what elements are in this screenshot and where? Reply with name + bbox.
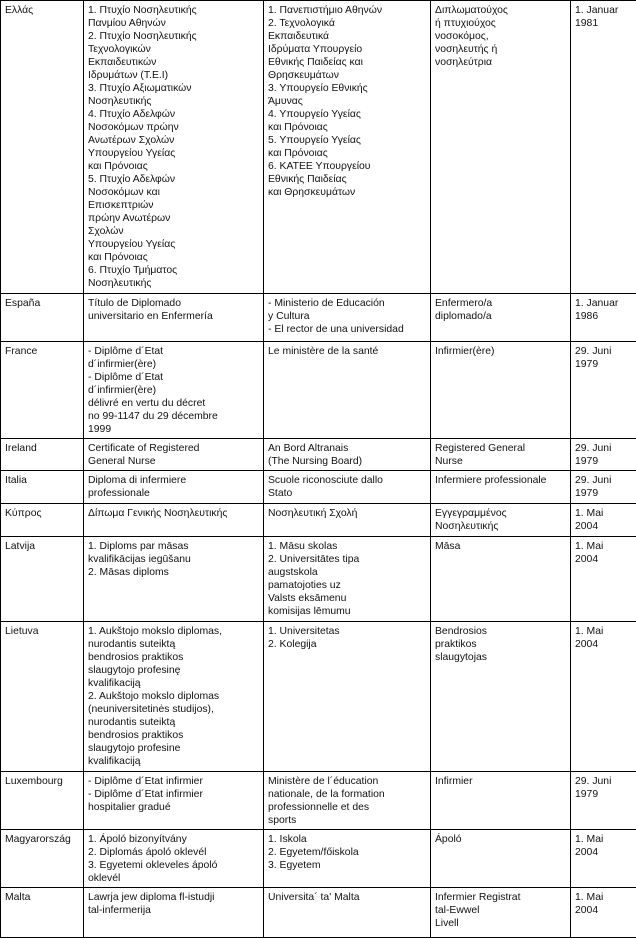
professional-title-line: Infirmier xyxy=(435,775,566,788)
reference-date-line: 1979 xyxy=(575,358,632,371)
professional-title-line: tal-Ewwel xyxy=(435,904,566,917)
professional-title-line: Livell xyxy=(435,917,566,930)
reference-date-line: 1979 xyxy=(575,487,632,500)
diploma-line: oklevél xyxy=(88,872,259,885)
professional-title-line: ή πτυχιούχος xyxy=(435,17,566,30)
professional-title-cell xyxy=(431,1,571,294)
diploma-line: 2. Diplomás ápoló oklevél xyxy=(88,846,259,859)
table-row xyxy=(1,830,636,888)
awarding-body-line: 2. Egyetem/főiskola xyxy=(268,846,426,859)
reference-date-line: 2004 xyxy=(575,520,632,533)
awarding-body-line: 3. Υπουργείο Εθνικής xyxy=(268,82,426,95)
diploma-line: hospitalier gradué xyxy=(88,801,259,814)
professional-title-line: Ápoló xyxy=(435,833,566,846)
awarding-body-line: Le ministère de la santé xyxy=(268,345,426,358)
professional-title-line: Infermier Registrat xyxy=(435,891,566,904)
diploma-line: Certificate of Registered xyxy=(88,442,259,455)
professional-title-line: Διπλωματούχος xyxy=(435,4,566,17)
diploma-line: - Diplôme d´Etat infirmier xyxy=(88,775,259,788)
table-row xyxy=(1,772,636,830)
reference-date-line: 2004 xyxy=(575,553,632,566)
professional-title-cell xyxy=(431,830,571,888)
diploma-line: Τεχνολογικών xyxy=(88,43,259,56)
diploma-line: Υπουργείου Υγείας xyxy=(88,238,259,251)
diploma-line: Νοσηλευτικής xyxy=(88,277,259,290)
table-row xyxy=(1,622,636,772)
table-body xyxy=(1,1,636,938)
reference-date-cell xyxy=(571,830,636,888)
awarding-body-line: 1. Iskola xyxy=(268,833,426,846)
awarding-body-line: 2. Kolegija xyxy=(268,638,426,651)
professional-title-line: Νοσηλευτικής xyxy=(435,520,566,533)
table-row xyxy=(1,471,636,504)
diploma-line: Νοσηλευτικής xyxy=(88,95,259,108)
awarding-body-line: Valsts eksāmenu xyxy=(268,592,426,605)
reference-date-line: 29. Juni xyxy=(575,775,632,788)
diploma-cell xyxy=(84,1,264,294)
awarding-body-line: 5. Υπουργείο Υγείας xyxy=(268,134,426,147)
country-name: Luxembourg xyxy=(5,775,79,788)
diploma-line: 1999 xyxy=(88,423,259,436)
awarding-body-cell xyxy=(264,471,431,504)
country-name: Latvija xyxy=(5,540,79,553)
country-cell xyxy=(1,294,84,342)
table-row xyxy=(1,294,636,342)
reference-date-line: 1. Mai xyxy=(575,625,632,638)
diploma-line: Νοσοκόμων πρώην xyxy=(88,121,259,134)
country-cell xyxy=(1,439,84,471)
diploma-line: Ανωτέρων Σχολών xyxy=(88,134,259,147)
diploma-line: Σχολών xyxy=(88,225,259,238)
diploma-line: Título de Diplomado xyxy=(88,297,259,310)
country-cell xyxy=(1,537,84,622)
awarding-body-cell xyxy=(264,439,431,471)
awarding-body-line: nationale, de la formation xyxy=(268,788,426,801)
awarding-body-cell xyxy=(264,772,431,830)
diploma-line: Νοσοκόμων και xyxy=(88,186,259,199)
reference-date-cell xyxy=(571,342,636,439)
diploma-line: Εκπαιδευτικών xyxy=(88,56,259,69)
reference-date-line: 2004 xyxy=(575,638,632,651)
professional-title-line: Māsa xyxy=(435,540,566,553)
reference-date-line: 1. Mai xyxy=(575,540,632,553)
diploma-line: kvalifikaciją xyxy=(88,677,259,690)
diploma-line: kvalifikaciją xyxy=(88,755,259,768)
reference-date-cell xyxy=(571,1,636,294)
awarding-body-line: και Πρόνοιας xyxy=(268,121,426,134)
diploma-line: slaugytojo profesinę xyxy=(88,664,259,677)
diploma-line: και Πρόνοιας xyxy=(88,251,259,264)
awarding-body-line: pamatojoties uz xyxy=(268,579,426,592)
diploma-line: Δίπωμα Γενικής Νοσηλευτικής xyxy=(88,507,259,520)
awarding-body-line: professionnelle et des xyxy=(268,801,426,814)
country-name: Ελλάς xyxy=(5,4,79,17)
table-row xyxy=(1,1,636,294)
reference-date-cell xyxy=(571,439,636,471)
diploma-cell xyxy=(84,537,264,622)
awarding-body-line: Θρησκευμάτων xyxy=(268,69,426,82)
country-name: Malta xyxy=(5,891,79,904)
diploma-line: tal-infermerija xyxy=(88,904,259,917)
diploma-line: 5. Πτυχίο Αδελφών xyxy=(88,173,259,186)
professional-title-line: νοσηλευτής ή xyxy=(435,43,566,56)
diploma-line: kvalifikācijas iegūšanu xyxy=(88,553,259,566)
diploma-line: délivré en vertu du décret xyxy=(88,397,259,410)
awarding-body-cell xyxy=(264,294,431,342)
awarding-body-cell xyxy=(264,537,431,622)
professional-title-line: Infermiere professionale xyxy=(435,474,566,487)
country-name: Magyarország xyxy=(5,833,79,846)
reference-date-cell xyxy=(571,504,636,537)
country-name: Lietuva xyxy=(5,625,79,638)
awarding-body-line: (The Nursing Board) xyxy=(268,455,426,468)
awarding-body-line: Ministère de l´éducation xyxy=(268,775,426,788)
diploma-cell xyxy=(84,830,264,888)
reference-date-line: 29. Juni xyxy=(575,345,632,358)
country-cell xyxy=(1,830,84,888)
awarding-body-line: και Πρόνοιας xyxy=(268,147,426,160)
awarding-body-line: 1. Māsu skolas xyxy=(268,540,426,553)
diploma-line: slaugytojo profesine xyxy=(88,742,259,755)
professional-title-line: slaugytojas xyxy=(435,651,566,664)
diploma-line: 3. Egyetemi okleveles ápoló xyxy=(88,859,259,872)
diploma-line: 6. Πτυχίο Τμήματος xyxy=(88,264,259,277)
professional-title-line: νοσοκόμος, xyxy=(435,30,566,43)
diploma-line: 2. Aukštojo mokslo diplomas xyxy=(88,690,259,703)
diploma-line: Πανμίου Αθηνών xyxy=(88,17,259,30)
professional-title-cell xyxy=(431,888,571,938)
awarding-body-line: Νοσηλευτική Σχολή xyxy=(268,507,426,520)
diploma-line: professionale xyxy=(88,487,259,500)
awarding-body-line: - El rector de una universidad xyxy=(268,323,426,336)
diploma-line: 1. Diploms par māsas xyxy=(88,540,259,553)
diploma-line: 1. Aukštojo mokslo diplomas, xyxy=(88,625,259,638)
country-cell xyxy=(1,622,84,772)
awarding-body-line: y Cultura xyxy=(268,310,426,323)
country-name: France xyxy=(5,345,79,358)
diploma-line: και Πρόνοιας xyxy=(88,160,259,173)
diploma-line: Diploma di infermiere xyxy=(88,474,259,487)
professional-title-line: Εγγεγραμμένος xyxy=(435,507,566,520)
awarding-body-cell xyxy=(264,1,431,294)
diploma-line: 2. Πτυχίο Νοσηλευτικής xyxy=(88,30,259,43)
awarding-body-line: 6. ΚΑΤΕΕ Υπουργείου xyxy=(268,160,426,173)
table-row xyxy=(1,888,636,938)
professional-title-cell xyxy=(431,342,571,439)
professional-title-cell xyxy=(431,504,571,537)
reference-date-line: 1. Januar xyxy=(575,297,632,310)
diploma-cell xyxy=(84,471,264,504)
diploma-line: - Diplôme d´Etat infirmier xyxy=(88,788,259,801)
country-cell xyxy=(1,471,84,504)
reference-date-line: 1. Mai xyxy=(575,507,632,520)
diploma-line: d´infirmier(ère) xyxy=(88,384,259,397)
reference-date-line: 1981 xyxy=(575,17,632,30)
awarding-body-line: Εκπαιδευτικά xyxy=(268,30,426,43)
reference-date-cell xyxy=(571,888,636,938)
diploma-cell xyxy=(84,294,264,342)
awarding-body-line: - Ministerio de Educación xyxy=(268,297,426,310)
diploma-line: nurodantis suteiktą xyxy=(88,716,259,729)
awarding-body-line: Scuole riconosciute dallo xyxy=(268,474,426,487)
awarding-body-line: 3. Egyetem xyxy=(268,859,426,872)
awarding-body-line: 1. Universitetas xyxy=(268,625,426,638)
professional-title-line: νοσηλεύτρια xyxy=(435,56,566,69)
professional-title-line: Enfermero/a xyxy=(435,297,566,310)
diploma-cell xyxy=(84,622,264,772)
table-row xyxy=(1,439,636,471)
awarding-body-cell xyxy=(264,830,431,888)
diploma-line: no 99-1147 du 29 décembre xyxy=(88,410,259,423)
awarding-body-line: 2. Τεχνολογικά xyxy=(268,17,426,30)
reference-date-cell xyxy=(571,294,636,342)
reference-date-line: 1. Januar xyxy=(575,4,632,17)
awarding-body-line: augstskola xyxy=(268,566,426,579)
diploma-line: bendrosios praktikos xyxy=(88,729,259,742)
diploma-line: (neuniversitetinės studijos), xyxy=(88,703,259,716)
reference-date-line: 2004 xyxy=(575,904,632,917)
reference-date-cell xyxy=(571,537,636,622)
awarding-body-line: Άμυνας xyxy=(268,95,426,108)
professional-title-line: praktikos xyxy=(435,638,566,651)
professional-title-line: Nurse xyxy=(435,455,566,468)
diploma-line: 1. Ápoló bizonyítvány xyxy=(88,833,259,846)
reference-date-cell xyxy=(571,772,636,830)
awarding-body-line: 2. Universitātes tipa xyxy=(268,553,426,566)
country-name: Italia xyxy=(5,474,79,487)
diploma-cell xyxy=(84,504,264,537)
diploma-line: 2. Māsas diploms xyxy=(88,566,259,579)
diploma-cell xyxy=(84,342,264,439)
diploma-cell xyxy=(84,439,264,471)
diploma-line: 4. Πτυχίο Αδελφών xyxy=(88,108,259,121)
country-cell xyxy=(1,772,84,830)
diploma-line: nurodantis suteiktą xyxy=(88,638,259,651)
reference-date-line: 2004 xyxy=(575,846,632,859)
diploma-cell xyxy=(84,772,264,830)
awarding-body-line: sports xyxy=(268,814,426,827)
awarding-body-line: Εθνικής Παιδείας xyxy=(268,173,426,186)
awarding-body-line: και Θρησκευμάτων xyxy=(268,186,426,199)
country-cell xyxy=(1,888,84,938)
awarding-body-line: Εθνικής Παιδείας και xyxy=(268,56,426,69)
country-cell xyxy=(1,1,84,294)
diploma-line: universitario en Enfermería xyxy=(88,310,259,323)
diploma-line: - Diplôme d´Etat xyxy=(88,371,259,384)
professional-title-cell xyxy=(431,471,571,504)
diploma-line: 3. Πτυχίο Αξιωματικών xyxy=(88,82,259,95)
diploma-cell xyxy=(84,888,264,938)
table-row xyxy=(1,342,636,439)
reference-date-line: 1986 xyxy=(575,310,632,323)
professional-title-cell xyxy=(431,537,571,622)
diploma-line: πρώην Ανωτέρων xyxy=(88,212,259,225)
reference-date-line: 1. Mai xyxy=(575,833,632,846)
professional-title-cell xyxy=(431,622,571,772)
awarding-body-cell xyxy=(264,504,431,537)
country-cell xyxy=(1,504,84,537)
professional-title-line: diplomado/a xyxy=(435,310,566,323)
professional-title-cell xyxy=(431,294,571,342)
diploma-line: 1. Πτυχίο Νοσηλευτικής xyxy=(88,4,259,17)
awarding-body-line: Stato xyxy=(268,487,426,500)
professional-title-cell xyxy=(431,439,571,471)
reference-date-line: 1979 xyxy=(575,455,632,468)
awarding-body-cell xyxy=(264,342,431,439)
awarding-body-line: 1. Πανεπιστήμιο Αθηνών xyxy=(268,4,426,17)
diploma-line: General Nurse xyxy=(88,455,259,468)
reference-date-line: 29. Juni xyxy=(575,442,632,455)
country-name: Ireland xyxy=(5,442,79,455)
country-name: España xyxy=(5,297,79,310)
awarding-body-cell xyxy=(264,888,431,938)
professional-title-line: Registered General xyxy=(435,442,566,455)
awarding-body-line: Universita´ ta' Malta xyxy=(268,891,426,904)
diploma-line: bendrosios praktikos xyxy=(88,651,259,664)
diploma-line: Ιδρυμάτων (Τ.Ε.Ι) xyxy=(88,69,259,82)
professional-title-cell xyxy=(431,772,571,830)
table-row xyxy=(1,537,636,622)
reference-date-cell xyxy=(571,471,636,504)
diploma-line: Lawrja jew diploma fl-istudji xyxy=(88,891,259,904)
reference-date-line: 1979 xyxy=(575,788,632,801)
diploma-line: - Diplôme d´Etat xyxy=(88,345,259,358)
table-row xyxy=(1,504,636,537)
awarding-body-line: Ιδρύματα Υπουργείο xyxy=(268,43,426,56)
professional-title-line: Infirmier(ère) xyxy=(435,345,566,358)
diploma-line: d´infirmier(ère) xyxy=(88,358,259,371)
reference-date-line: 29. Juni xyxy=(575,474,632,487)
reference-date-line: 1. Mai xyxy=(575,891,632,904)
awarding-body-line: An Bord Altranais xyxy=(268,442,426,455)
awarding-body-line: 4. Υπουργείο Υγείας xyxy=(268,108,426,121)
country-cell xyxy=(1,342,84,439)
awarding-body-line: komisijas lēmumu xyxy=(268,605,426,618)
diploma-line: Επισκεπτριών xyxy=(88,199,259,212)
country-name: Κύπρος xyxy=(5,507,79,520)
reference-date-cell xyxy=(571,622,636,772)
awarding-body-cell xyxy=(264,622,431,772)
diploma-line: Υπουργείου Υγείας xyxy=(88,147,259,160)
professional-title-line: Bendrosios xyxy=(435,625,566,638)
